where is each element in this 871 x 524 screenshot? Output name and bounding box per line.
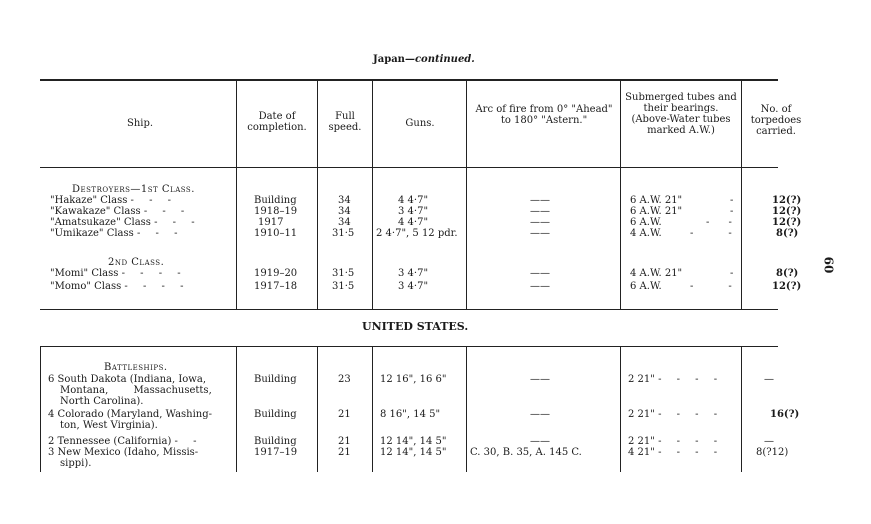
dash: - xyxy=(730,268,734,279)
table-row: "Amatsukaze" Class - - - xyxy=(50,217,201,228)
cell-date: 1910–11 xyxy=(254,228,298,239)
col-divider xyxy=(236,347,237,472)
cell-torpedoes: 12(?) xyxy=(772,217,802,228)
dash: - - xyxy=(706,217,732,228)
col-divider xyxy=(466,347,467,472)
col-divider xyxy=(236,80,237,309)
col-divider xyxy=(372,80,373,309)
table-row: "Momo" Class - - - - xyxy=(50,281,190,292)
cell-speed: 34 xyxy=(338,195,351,206)
dash: - - xyxy=(690,228,732,239)
cell-ship: "Hakaze" Class xyxy=(50,195,128,206)
cell-tubes: 2 21" xyxy=(628,409,655,420)
cell-guns: 12 14", 14 5" xyxy=(380,447,447,458)
header-date: Date of completion. xyxy=(247,111,307,133)
cell-arc: —— xyxy=(530,217,550,228)
cell-torpedoes: 16(?) xyxy=(770,409,800,420)
cell-ship-line1: 3 New Mexico (Idaho, Missis- xyxy=(48,447,199,458)
table-row: 2 21" - - - - xyxy=(628,409,724,420)
page-title xyxy=(373,54,475,65)
cell-guns: 3 4·7" xyxy=(398,268,429,279)
header-torpedoes: No. of torpedoes carried. xyxy=(750,104,802,137)
cell-torpedoes: — xyxy=(764,374,774,385)
cell-guns: 12 14", 14 5" xyxy=(380,436,447,447)
dash: - xyxy=(730,195,734,206)
cell-ship-line1: 6 South Dakota (Indiana, Iowa, xyxy=(48,374,206,385)
cell-ship-line3: North Carolina). xyxy=(60,396,144,407)
cell-date: 1917–18 xyxy=(254,281,298,292)
table-row: 2 Tennessee (California) - - xyxy=(48,436,203,447)
section-heading: 2nd Class. xyxy=(108,257,165,268)
cell-torpedoes: 8(?12) xyxy=(756,447,789,458)
cell-speed: 21 xyxy=(338,409,351,420)
cell-speed: 21 xyxy=(338,436,351,447)
header-tubes: Submerged tubes and their bearings. (Above-Water tubes marked A.W.) xyxy=(625,92,737,136)
cell-date: 1918–19 xyxy=(254,206,298,217)
cell-date: Building xyxy=(254,374,297,385)
cell-ship-line2: sippi). xyxy=(60,458,92,469)
header-arc: Arc of fire from 0° "Ahead" to 180° "Astern." xyxy=(475,104,613,126)
cell-tubes: 6 A.W. xyxy=(630,281,662,292)
cell-ship: "Amatsukaze" Class xyxy=(50,217,151,228)
cell-tubes: 4 21" xyxy=(628,447,655,458)
cell-date: 1917–19 xyxy=(254,447,298,458)
table-row: 4 21" - - - - xyxy=(628,447,724,458)
table-row: 2 21" - - - - xyxy=(628,436,724,447)
col-divider xyxy=(40,347,41,472)
cell-arc: —— xyxy=(530,206,550,217)
cell-tubes: 2 21" xyxy=(628,374,655,385)
table-row: "Kawakaze" Class - - - xyxy=(50,206,191,217)
cell-ship-line2: ton, West Virginia). xyxy=(60,420,158,431)
cell-tubes: 6 A.W. xyxy=(630,217,662,228)
cell-arc: —— xyxy=(530,436,550,447)
cell-torpedoes: 8(?) xyxy=(776,268,799,279)
cell-guns: 4 4·7" xyxy=(398,217,429,228)
cell-ship: "Umikaze" Class xyxy=(50,228,134,239)
cell-ship: "Kawakaze" Class xyxy=(50,206,141,217)
cell-tubes: 6 A.W. 21" xyxy=(630,206,683,217)
cell-date: Building xyxy=(254,436,297,447)
cell-guns: 4 4·7" xyxy=(398,195,429,206)
cell-ship-line2: Montana, Massachusetts, xyxy=(60,385,212,396)
cell-speed: 31·5 xyxy=(332,268,355,279)
cell-arc: —— xyxy=(530,228,550,239)
table-row: 2 21" - - - - xyxy=(628,374,724,385)
cell-arc: —— xyxy=(530,374,550,385)
table-row: "Umikaze" Class - - - xyxy=(50,228,184,239)
page-title-suffix: —continued. xyxy=(404,54,475,65)
cell-date: Building xyxy=(254,409,297,420)
cell-tubes: 4 A.W. 21" xyxy=(630,268,683,279)
col-divider xyxy=(317,347,318,472)
col-divider xyxy=(741,80,742,309)
col-divider xyxy=(372,347,373,472)
table-top-rule xyxy=(40,79,778,81)
dash: - xyxy=(730,206,734,217)
header-speed: Full speed. xyxy=(328,111,362,133)
cell-date: 1919–20 xyxy=(254,268,298,279)
header-guns: Guns. xyxy=(405,118,435,129)
col-divider xyxy=(741,347,742,472)
header-rule xyxy=(40,167,778,168)
cell-date: 1917 xyxy=(258,217,284,228)
cell-arc: —— xyxy=(530,409,550,420)
cell-date: Building xyxy=(254,195,297,206)
cell-ship-line1: 4 Colorado (Maryland, Washing- xyxy=(48,409,213,420)
col-divider xyxy=(620,347,621,472)
section-title-us: UNITED STATES. xyxy=(362,320,469,333)
page-title-main: Japan xyxy=(373,54,405,65)
cell-torpedoes: 8(?) xyxy=(776,228,799,239)
section-heading: Destroyers—1st Class. xyxy=(72,184,195,195)
cell-torpedoes: 12(?) xyxy=(772,281,802,292)
table-row: "Momi" Class - - - - xyxy=(50,268,187,279)
cell-torpedoes: — xyxy=(764,436,774,447)
cell-tubes: 4 A.W. xyxy=(630,228,662,239)
cell-guns: 12 16", 16 6" xyxy=(380,374,447,385)
section-heading: Battleships. xyxy=(104,362,168,373)
cell-speed: 34 xyxy=(338,217,351,228)
cell-tubes: 2 21" xyxy=(628,436,655,447)
page-number: 60 xyxy=(821,256,836,274)
cell-ship: "Momi" Class xyxy=(50,268,119,279)
cell-speed: 23 xyxy=(338,374,351,385)
col-divider xyxy=(620,80,621,309)
col-divider xyxy=(317,80,318,309)
cell-arc: —— xyxy=(530,281,550,292)
col-divider xyxy=(466,80,467,309)
cell-speed: 21 xyxy=(338,447,351,458)
cell-ship-line1: 2 Tennessee (California) xyxy=(48,436,172,447)
cell-ship: "Momo" Class xyxy=(50,281,122,292)
cell-speed: 31·5 xyxy=(332,228,355,239)
table-row: "Hakaze" Class - - - xyxy=(50,195,178,206)
cell-speed: 34 xyxy=(338,206,351,217)
cell-arc: C. 30, B. 35, A. 145 C. xyxy=(470,447,582,458)
cell-torpedoes: 12(?) xyxy=(772,195,802,206)
cell-arc: —— xyxy=(530,195,550,206)
cell-guns: 3 4·7" xyxy=(398,281,429,292)
dash: - - xyxy=(690,281,732,292)
us-table-top-rule xyxy=(40,346,778,347)
cell-guns: 3 4·7" xyxy=(398,206,429,217)
table-bottom-rule xyxy=(40,309,778,310)
cell-arc: —— xyxy=(530,268,550,279)
header-ship: Ship. xyxy=(127,118,154,129)
cell-torpedoes: 12(?) xyxy=(772,206,802,217)
cell-guns: 2 4·7", 5 12 pdr. xyxy=(376,228,458,239)
cell-speed: 31·5 xyxy=(332,281,355,292)
cell-guns: 8 16", 14 5" xyxy=(380,409,441,420)
cell-tubes: 6 A.W. 21" xyxy=(630,195,683,206)
